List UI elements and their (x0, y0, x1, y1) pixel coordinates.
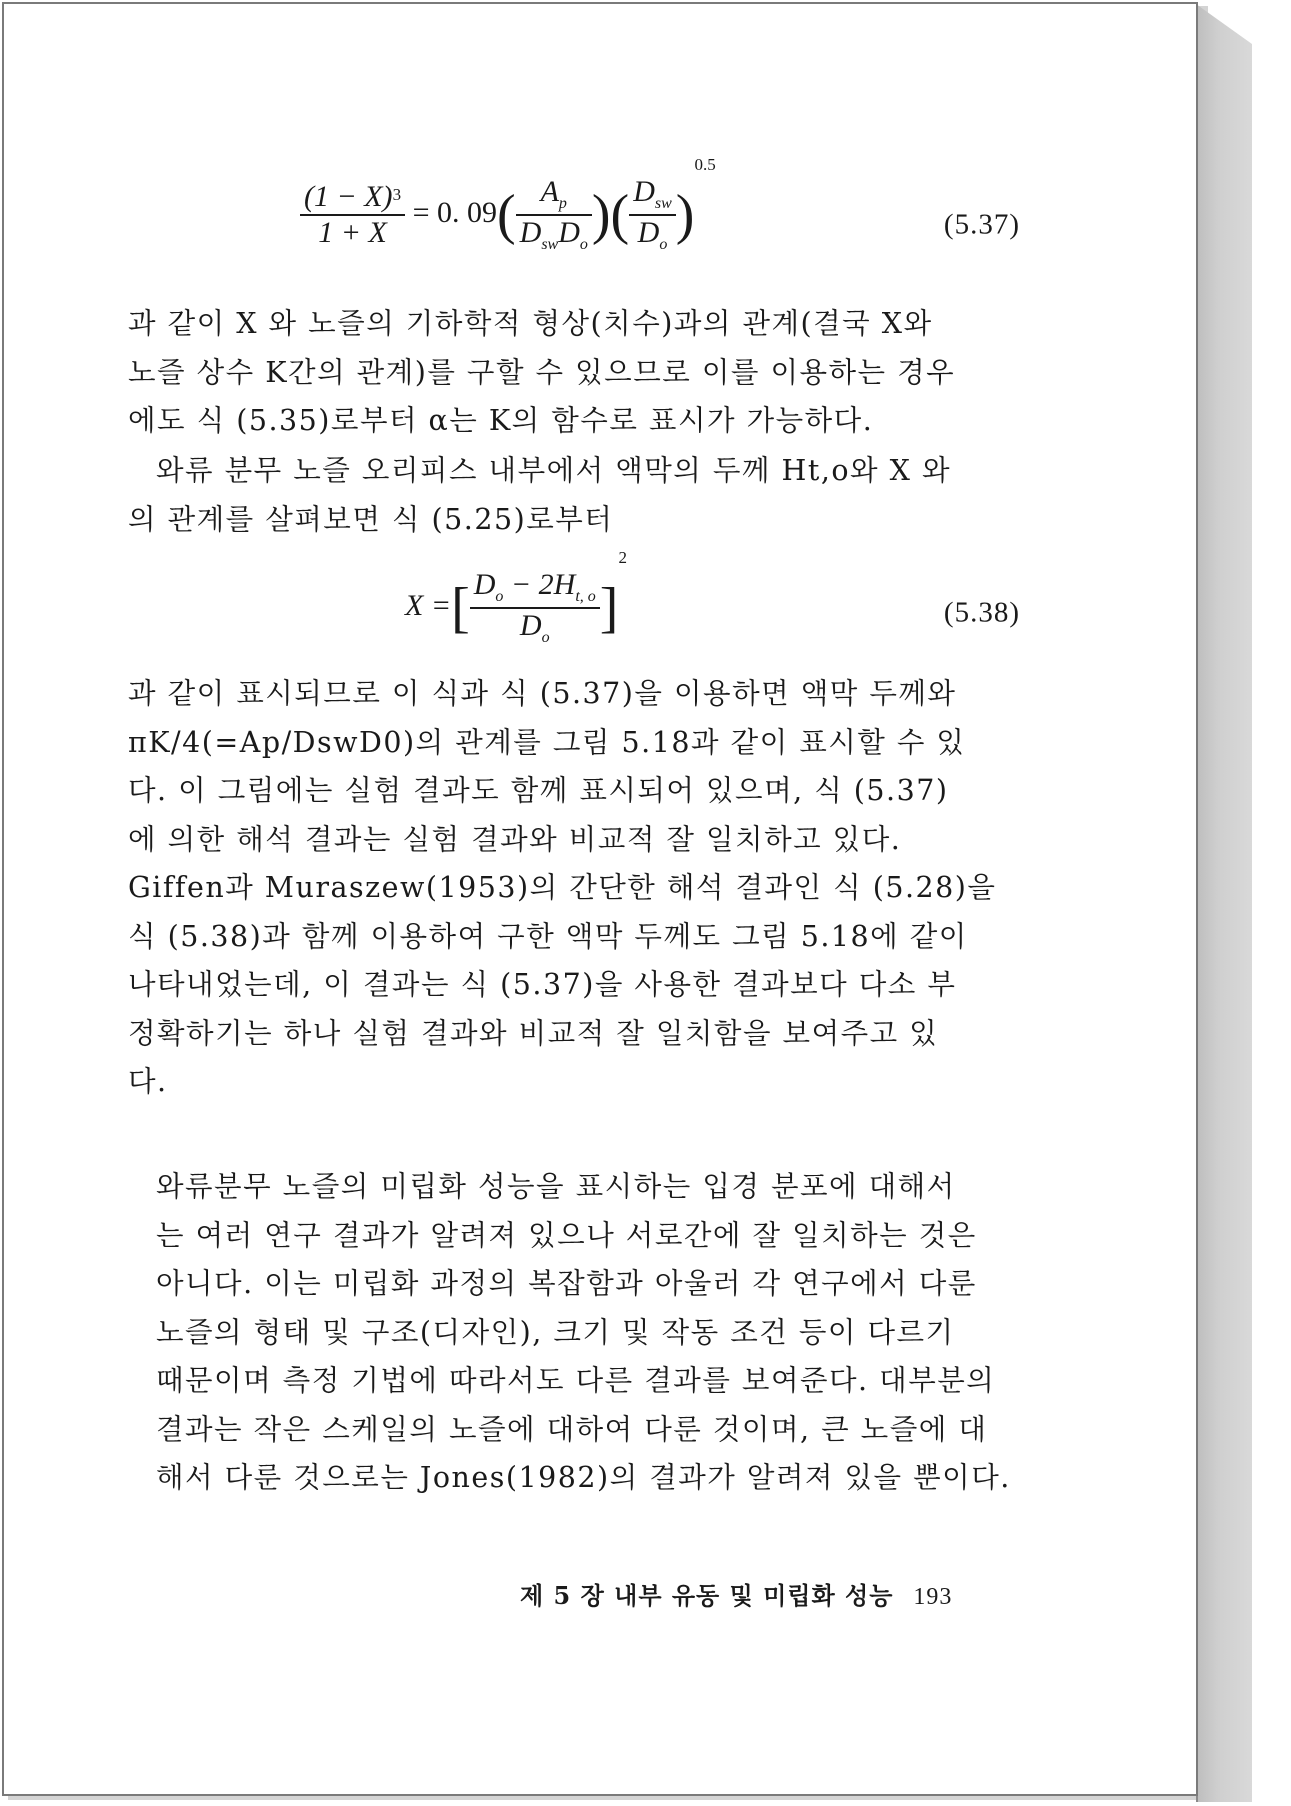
text-line: 는 여러 연구 결과가 알려져 있으나 서로간에 잘 일치하는 것은 (156, 1218, 977, 1252)
page-edge (1196, 4, 1252, 1802)
equation-number-5-38: (5.38) (943, 596, 1020, 629)
text-line: πK/4(=Ap/DswD0)의 관계를 그림 5.18과 같이 표시할 수 있 (128, 725, 966, 759)
eq537-ap: A (540, 175, 559, 208)
eq537-dsw: D (519, 216, 542, 249)
eq537-do-sub: o (579, 236, 588, 253)
eq538-lhs: X = (405, 588, 452, 622)
eq537-dsw-sub: sw (541, 236, 559, 253)
text-line: 아니다. 이는 미립화 과정의 복잡함과 아울러 각 연구에서 다룬 (156, 1267, 977, 1300)
paragraph-4 (128, 1163, 1018, 1503)
text-line: 노즐의 형태 및 구조(디자인), 크기 및 작동 조건 등이 다르기 (156, 1315, 955, 1349)
paragraph-3 (128, 670, 1018, 1107)
eq538-do: D (473, 568, 496, 601)
text-line: 에도 식 (5.35)로부터 α는 K의 함수로 표시가 가능하다. (128, 404, 874, 437)
text-line: 의 관계를 살펴보면 식 (5.25)로부터 (128, 502, 614, 536)
text-line: 에 의한 해석 결과는 실험 결과와 비교적 잘 일치하고 있다. (128, 822, 902, 856)
text-line: 과 같이 X 와 노즐의 기하학적 형상(치수)과의 관계(결국 X와 (128, 307, 933, 340)
equation-number-5-37: (5.37) (943, 208, 1020, 241)
text-line: 노즐 상수 K간의 관계)를 구할 수 있으므로 이를 이용하는 경우 (128, 355, 956, 389)
text-line: 다. (128, 1065, 168, 1098)
eq537-dsw2: D (633, 175, 655, 208)
text-line: Giffen과 Muraszew(1953)의 간단한 해석 결과인 식 (5.28)을 (128, 871, 997, 904)
eq538-h-sub: t, o (575, 588, 596, 605)
text-line: 해서 다룬 것으로는 Jones(1982)의 결과가 알려져 있을 뿐이다. (156, 1461, 1011, 1494)
text-line: 다. 이 그림에는 실험 결과도 함께 표시되어 있으며, 식 (5.37) (128, 774, 949, 807)
text-line: 와류분무 노즐의 미립화 성능을 표시하는 입경 분포에 대해서 (156, 1170, 956, 1203)
page-number: 193 (913, 1584, 953, 1610)
chapter-title: 제 5 장 내부 유동 및 미립화 성능 (520, 1581, 894, 1610)
paragraph-2 (128, 447, 1018, 544)
eq537-numerator: (1 − X) (304, 180, 393, 213)
eq537-do2: D (637, 216, 660, 249)
eq537-denominator: 1 + X (318, 216, 387, 249)
text-line: 식 (5.38)과 함께 이용하여 구한 액막 두께도 그림 5.18에 같이 (128, 919, 968, 953)
eq537-dsw2-sub: sw (654, 195, 672, 212)
text-line: 결과는 작은 스케일의 노즐에 대하여 다룬 것이며, 큰 노즐에 대 (156, 1412, 988, 1446)
text-line: 정확하기는 하나 실험 결과와 비교적 잘 일치함을 보여주고 있 (128, 1016, 939, 1050)
eq537-do: D (558, 216, 580, 249)
eq538-do-sub: o (495, 588, 504, 605)
eq538-do2-sub: o (541, 629, 550, 646)
eq537-exponent: 0.5 (694, 155, 716, 174)
equation-5-38: X =[ $\frac{D_o - 2H_{t, o}}{D_o}$ ]$^2$ (5.38) (405, 548, 1020, 646)
eq538-exponent: 2 (618, 548, 627, 567)
eq537-frac-ap (516, 175, 592, 255)
eq538-minus-2h: − 2H (503, 568, 576, 601)
eq537-coefficient: = 0. 09 (412, 195, 497, 229)
page-footer (520, 1576, 952, 1611)
eq537-numerator-exp: 3 (392, 185, 402, 204)
eq537-do2-sub: o (659, 236, 668, 253)
eq538-fraction (470, 568, 600, 648)
eq537-frac-dsw (629, 175, 676, 255)
eq538-do2: D (519, 609, 542, 642)
text-line: 나타내었는데, 이 결과는 식 (5.37)을 사용한 결과보다 다소 부 (128, 968, 957, 1001)
text-line: 와류 분무 노즐 오리피스 내부에서 액막의 두께 Ht,o와 X 와 (156, 454, 952, 487)
text-line: 과 같이 표시되므로 이 식과 식 (5.37)을 이용하면 액막 두께와 (128, 677, 957, 710)
text-line: 때문이며 측정 기법에 따라서도 다른 결과를 보여준다. 대부분의 (156, 1364, 996, 1397)
paragraph-1 (128, 300, 1018, 446)
eq537-ap-sub: p (558, 195, 567, 212)
equation-5-37: $\frac{(1 - X)^3}{1 + X}$ = 0. 09( $\frac{A_p}{D_{sw}D_o}$ )( $\frac{D_{sw}}{D_o}$ )$^{0.5}$ (5.37) (270, 175, 1020, 275)
eq537-left-fraction (300, 180, 405, 250)
